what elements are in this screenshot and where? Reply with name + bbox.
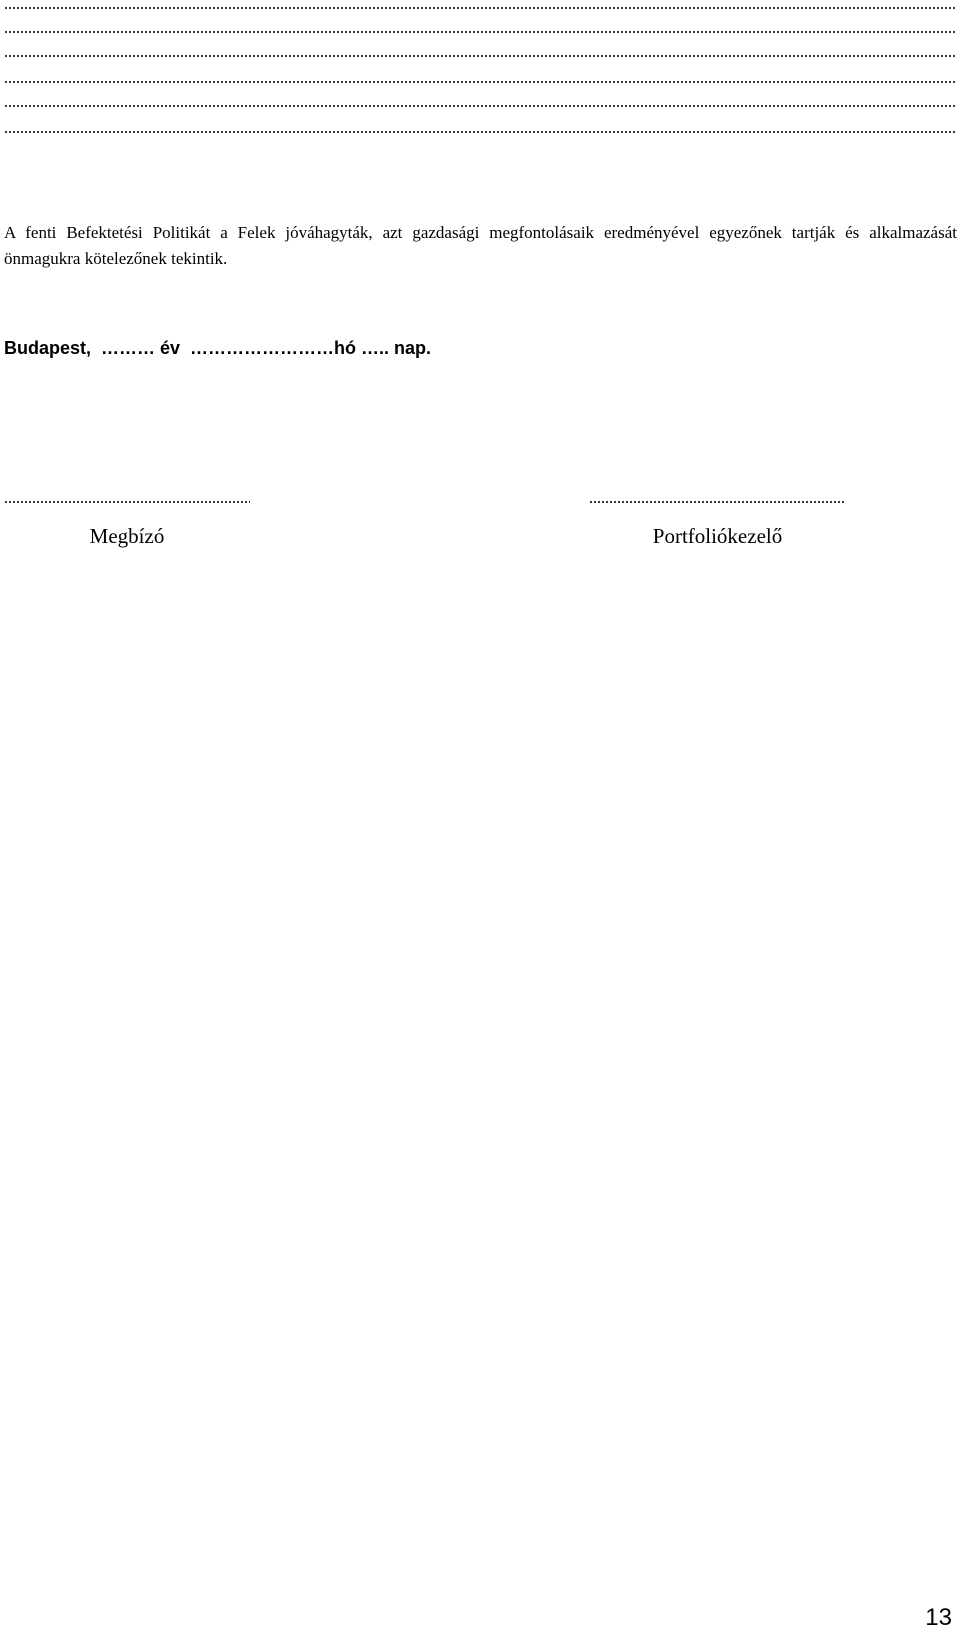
dotted-line bbox=[4, 124, 956, 138]
signature-line bbox=[589, 497, 846, 507]
signature-label-client: Megbízó bbox=[89, 524, 165, 548]
signature-block-portfolio-manager bbox=[589, 497, 846, 549]
signature-block-client bbox=[4, 497, 250, 549]
dotted-line bbox=[4, 48, 956, 62]
place-date-line: Budapest, ……… év ……………………hó ….. nap. bbox=[4, 338, 432, 358]
dotted-line bbox=[4, 0, 956, 14]
dotted-line bbox=[4, 74, 956, 88]
dotted-line bbox=[4, 98, 956, 112]
page-number: 13 bbox=[925, 1604, 952, 1631]
signature-line bbox=[4, 497, 250, 507]
approval-statement: A fenti Befektetési Politikát a Felek jóváhagyták, azt gazdasági megfontolásaik eredményével egyezőnek tartják és alkalmazását önmagukra kötelezőnek tekintik. bbox=[4, 223, 957, 268]
dotted-line bbox=[4, 24, 956, 38]
signature-label-portfolio-manager: Portfoliókezelő bbox=[652, 524, 783, 548]
